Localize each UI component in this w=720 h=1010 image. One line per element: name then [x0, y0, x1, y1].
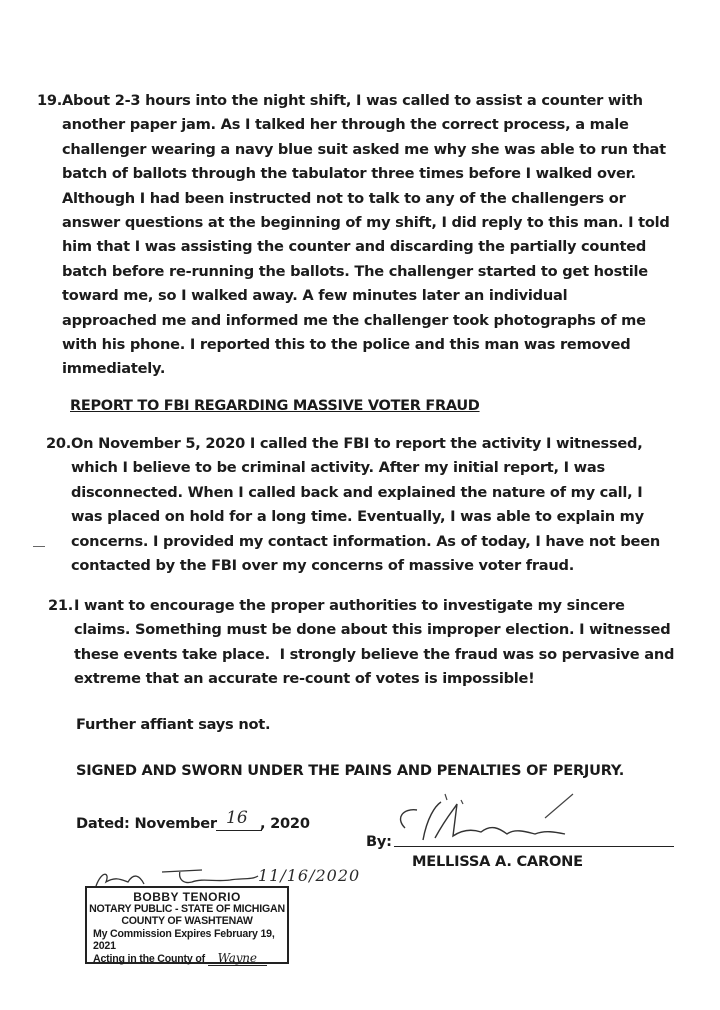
paragraph-line: approached me and informed me the challenger took photographs of me	[62, 311, 646, 329]
date-day-line	[216, 830, 262, 831]
notary-acting-county: Wayne	[208, 951, 267, 966]
handwritten-signature	[395, 788, 595, 848]
paragraph-line: disconnected. When I called back and explained the nature of my call, I	[71, 483, 643, 501]
paragraph-line: batch of ballots through the tabulator three times before I walked over.	[62, 165, 636, 183]
paragraph-21	[48, 594, 688, 692]
paragraph-line: contacted by the FBI over my concerns of massive voter fraud.	[71, 557, 575, 575]
dated-label: Dated: November	[76, 815, 217, 832]
notary-name: BOBBY TENORIO	[133, 890, 241, 904]
paragraph-line	[74, 643, 688, 667]
notary-acting	[87, 952, 287, 965]
date-day-handwritten: 16	[226, 808, 248, 828]
paragraph-19	[37, 89, 677, 382]
paragraph-line: claims. Something must be done about this improper election. I witnessed	[74, 621, 671, 639]
paragraph-line: concerns. I provided my contact information. As of today, I have not been	[71, 532, 660, 550]
paragraph-line: answer questions at the beginning of my shift, I did reply to this man. I told	[62, 214, 670, 232]
paragraph-line: with his phone. I reported this to the police and this man was removed	[62, 336, 631, 354]
paragraph-line: toward me, so I walked away. A few minutes later an individual	[62, 287, 568, 305]
paragraph-line: which I believe to be criminal activity. After my initial report, I was	[71, 459, 605, 477]
paragraph-line: immediately.	[62, 360, 166, 378]
paragraph-line: I want to encourage the proper authorities to investigate my sincere	[74, 597, 625, 614]
paragraph-number: 20.	[46, 435, 72, 452]
paragraph-number: 19.	[37, 92, 63, 109]
paragraph-number: 21.	[48, 597, 74, 614]
further-affiant: Further affiant says not.	[76, 716, 271, 733]
notary-commission: My Commission Expires February 19, 2021	[93, 927, 275, 952]
affiant-name: MELLISSA A. CARONE	[412, 853, 583, 870]
dated-year: , 2020	[260, 815, 310, 832]
paragraph-line-start: these events take place.	[74, 645, 270, 663]
paragraph-line: him that I was assisting the counter and discarding the partially counted	[62, 238, 647, 256]
by-label: By:	[366, 833, 392, 850]
notary-title: NOTARY PUBLIC - STATE OF MICHIGAN	[89, 903, 285, 916]
signed-and-sworn: SIGNED AND SWORN UNDER THE PAINS AND PENALTIES OF PERJURY.	[76, 762, 625, 779]
paragraph-line: Although I had been instructed not to talk to any of the challengers or	[62, 189, 626, 207]
paragraph-line: About 2-3 hours into the night shift, I was called to assist a counter with	[62, 92, 643, 109]
emphasis-text: extreme that an accurate re-count of votes is impossible!	[74, 670, 535, 688]
paragraph-20	[46, 432, 686, 578]
notary-county: COUNTY OF WASHTENAW	[121, 915, 253, 928]
paragraph-line: batch before re-running the ballots. The challenger started to get hostile	[62, 262, 648, 280]
notary-handwritten-date: 11/16/2020	[258, 866, 361, 885]
margin-mark	[33, 546, 45, 547]
notary-stamp	[85, 886, 289, 964]
paragraph-line: On November 5, 2020 I called the FBI to report the activity I witnessed,	[71, 435, 643, 452]
section-heading: REPORT TO FBI REGARDING MASSIVE VOTER FRAUD	[70, 398, 480, 414]
paragraph-line: challenger wearing a navy blue suit asked me why she was able to run that	[62, 140, 666, 158]
paragraph-line: was placed on hold for a long time. Eventually, I was able to explain my	[71, 508, 644, 526]
emphasis-text: I strongly believe the fraud was so pervasive and	[279, 645, 675, 663]
paragraph-line: another paper jam. As I talked her through the correct process, a male	[62, 116, 629, 134]
notary-acting-label: Acting in the County of	[93, 953, 205, 966]
